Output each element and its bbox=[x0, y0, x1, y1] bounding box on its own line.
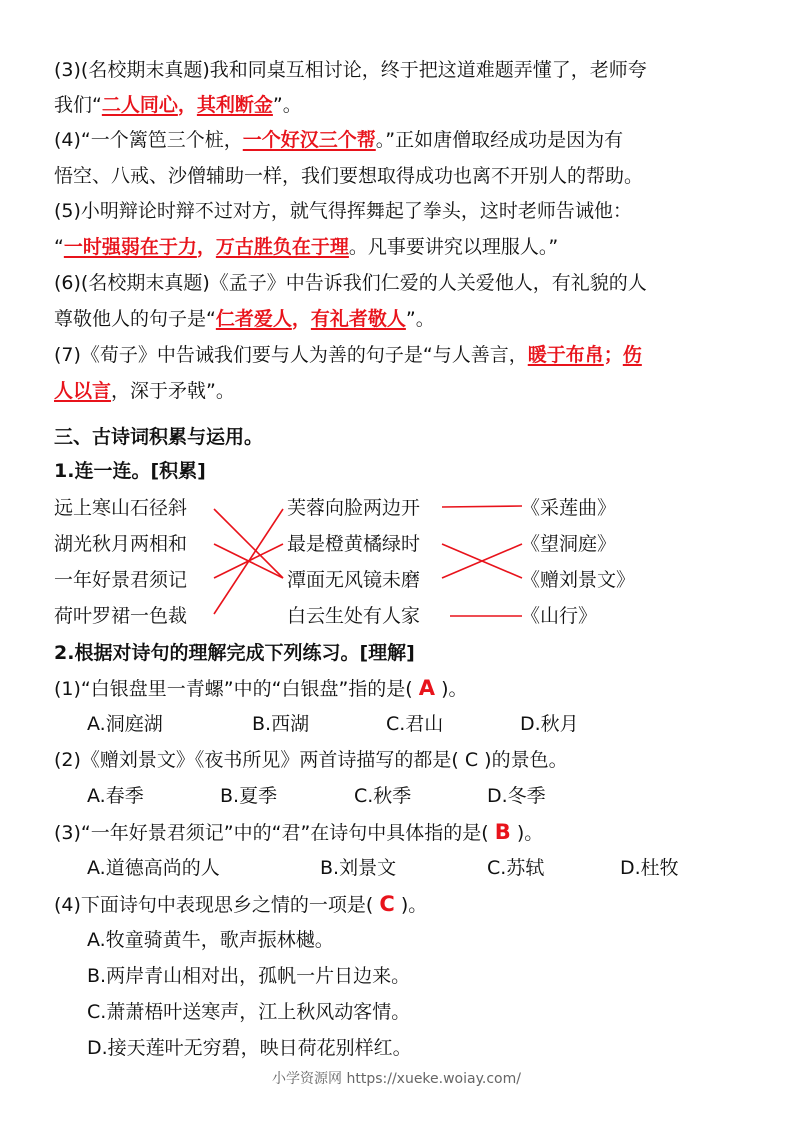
right-item: 《望洞庭》 bbox=[521, 533, 617, 555]
option: B.刘景文 bbox=[320, 857, 397, 879]
option: B.西湖 bbox=[252, 713, 310, 735]
answer-text: 一时强弱在于力 bbox=[63, 236, 197, 258]
middle-item: 白云生处有人家 bbox=[287, 605, 421, 627]
left-item: 一年好景君须记 bbox=[54, 569, 188, 591]
option: D.冬季 bbox=[487, 785, 546, 807]
q7-line1: (7)《荀子》中告诫我们要与人为善的句子是“与人善言，暖于布帛；伤 bbox=[54, 344, 642, 366]
p4-stem: (4)下面诗句中表现思乡之情的一项是( C )。 bbox=[54, 892, 428, 916]
option: A.洞庭湖 bbox=[87, 713, 163, 735]
q4-line1: (4)“一个篱笆三个桩，一个好汉三个帮。”正如唐僧取经成功是因为有 bbox=[54, 129, 624, 151]
match-line bbox=[442, 544, 522, 578]
answer-text: 人以言 bbox=[54, 380, 112, 402]
option: D.秋月 bbox=[520, 713, 579, 735]
option: C.秋季 bbox=[354, 785, 412, 807]
q7-line2: 人以言，深于矛戟”。 bbox=[54, 380, 235, 402]
middle-item: 最是橙黄橘绿时 bbox=[287, 533, 421, 555]
p3-stem: (3)“一年好景君须记”中的“君”在诗句中具体指的是( B )。 bbox=[54, 820, 544, 844]
q3-line2: 我们“二人同心，其利断金”。 bbox=[54, 94, 302, 116]
option: C.萧萧梧叶送寒声，江上秋风动客情。 bbox=[87, 1001, 411, 1023]
q6-line2: 尊敬他人的句子是“仁者爱人，有礼者敬人”。 bbox=[54, 308, 435, 330]
p2-stem: (2)《赠刘景文》《夜书所见》两首诗描写的都是( C )的景色。 bbox=[54, 749, 568, 771]
q3-line1: (3)(名校期末真题)我和同桌互相讨论，终于把这道难题弄懂了，老师夸 bbox=[54, 59, 647, 81]
right-item: 《山行》 bbox=[521, 605, 598, 627]
option: A.牧童骑黄牛，歌声振林樾。 bbox=[87, 929, 334, 951]
option: B.夏季 bbox=[220, 785, 278, 807]
q5-line1: (5)小明辩论时辩不过对方，就气得挥舞起了拳头，这时老师告诫他： bbox=[54, 200, 632, 222]
middle-item: 潭面无风镜未磨 bbox=[287, 569, 421, 591]
left-item: 远上寒山石径斜 bbox=[54, 497, 188, 519]
answer-text: 其利断金 bbox=[196, 94, 273, 116]
answer-letter: C bbox=[379, 892, 395, 916]
p1-stem: (1)“白银盘里一青螺”中的“白银盘”指的是( A )。 bbox=[54, 676, 468, 700]
answer-text: 万古胜负在于理 bbox=[215, 236, 349, 258]
answer-text: 有礼者敬人 bbox=[310, 308, 406, 330]
match-line bbox=[214, 509, 283, 578]
q6-line1: (6)(名校期末真题)《孟子》中告诉我们仁爱的人关爱他人，有礼貌的人 bbox=[54, 272, 647, 294]
q2-title: 2.根据对诗句的理解完成下列练习。[理解] bbox=[54, 642, 415, 664]
match-line bbox=[214, 509, 283, 614]
answer-text: 一个好汉三个帮 bbox=[242, 129, 376, 151]
option: B.两岸青山相对出，孤帆一片日边来。 bbox=[87, 965, 411, 987]
q5-line2: “一时强弱在于力，万古胜负在于理。凡事要讲究以理服人。” bbox=[54, 236, 559, 258]
footer-watermark: 小学资源网 https://xueke.woiay.com/ bbox=[272, 1071, 521, 1087]
answer-text: 伤 bbox=[622, 344, 642, 366]
option: C.君山 bbox=[386, 713, 444, 735]
q4-line2: 悟空、八戒、沙僧辅助一样，我们要想取得成功也离不开别人的帮助。 bbox=[54, 165, 644, 187]
middle-item: 芙蓉向脸两边开 bbox=[287, 497, 421, 519]
answer-text: 暖于布帛 bbox=[527, 344, 604, 366]
option: A.春季 bbox=[87, 785, 144, 807]
option: A.道德高尚的人 bbox=[87, 857, 220, 879]
match-line bbox=[214, 544, 283, 578]
right-item: 《赠刘景文》 bbox=[521, 569, 636, 591]
option: C.苏轼 bbox=[487, 857, 545, 879]
match-line bbox=[214, 544, 283, 578]
answer-text: 仁者爱人 bbox=[215, 308, 292, 330]
right-item: 《采莲曲》 bbox=[521, 497, 617, 519]
match-line bbox=[442, 506, 522, 507]
option: D.杜牧 bbox=[620, 857, 679, 879]
q1-title: 1.连一连。[积累] bbox=[54, 460, 206, 482]
answer-letter: B bbox=[494, 820, 511, 844]
left-item: 荷叶罗裙一色裁 bbox=[54, 605, 188, 627]
match-line bbox=[442, 544, 522, 578]
option: D.接天莲叶无穷碧，映日荷花别样红。 bbox=[87, 1037, 412, 1059]
answer-text: 二人同心 bbox=[101, 94, 178, 116]
section3-title: 三、古诗词积累与运用。 bbox=[54, 426, 264, 448]
left-item: 湖光秋月两相和 bbox=[54, 533, 188, 555]
answer-letter: A bbox=[418, 676, 436, 700]
